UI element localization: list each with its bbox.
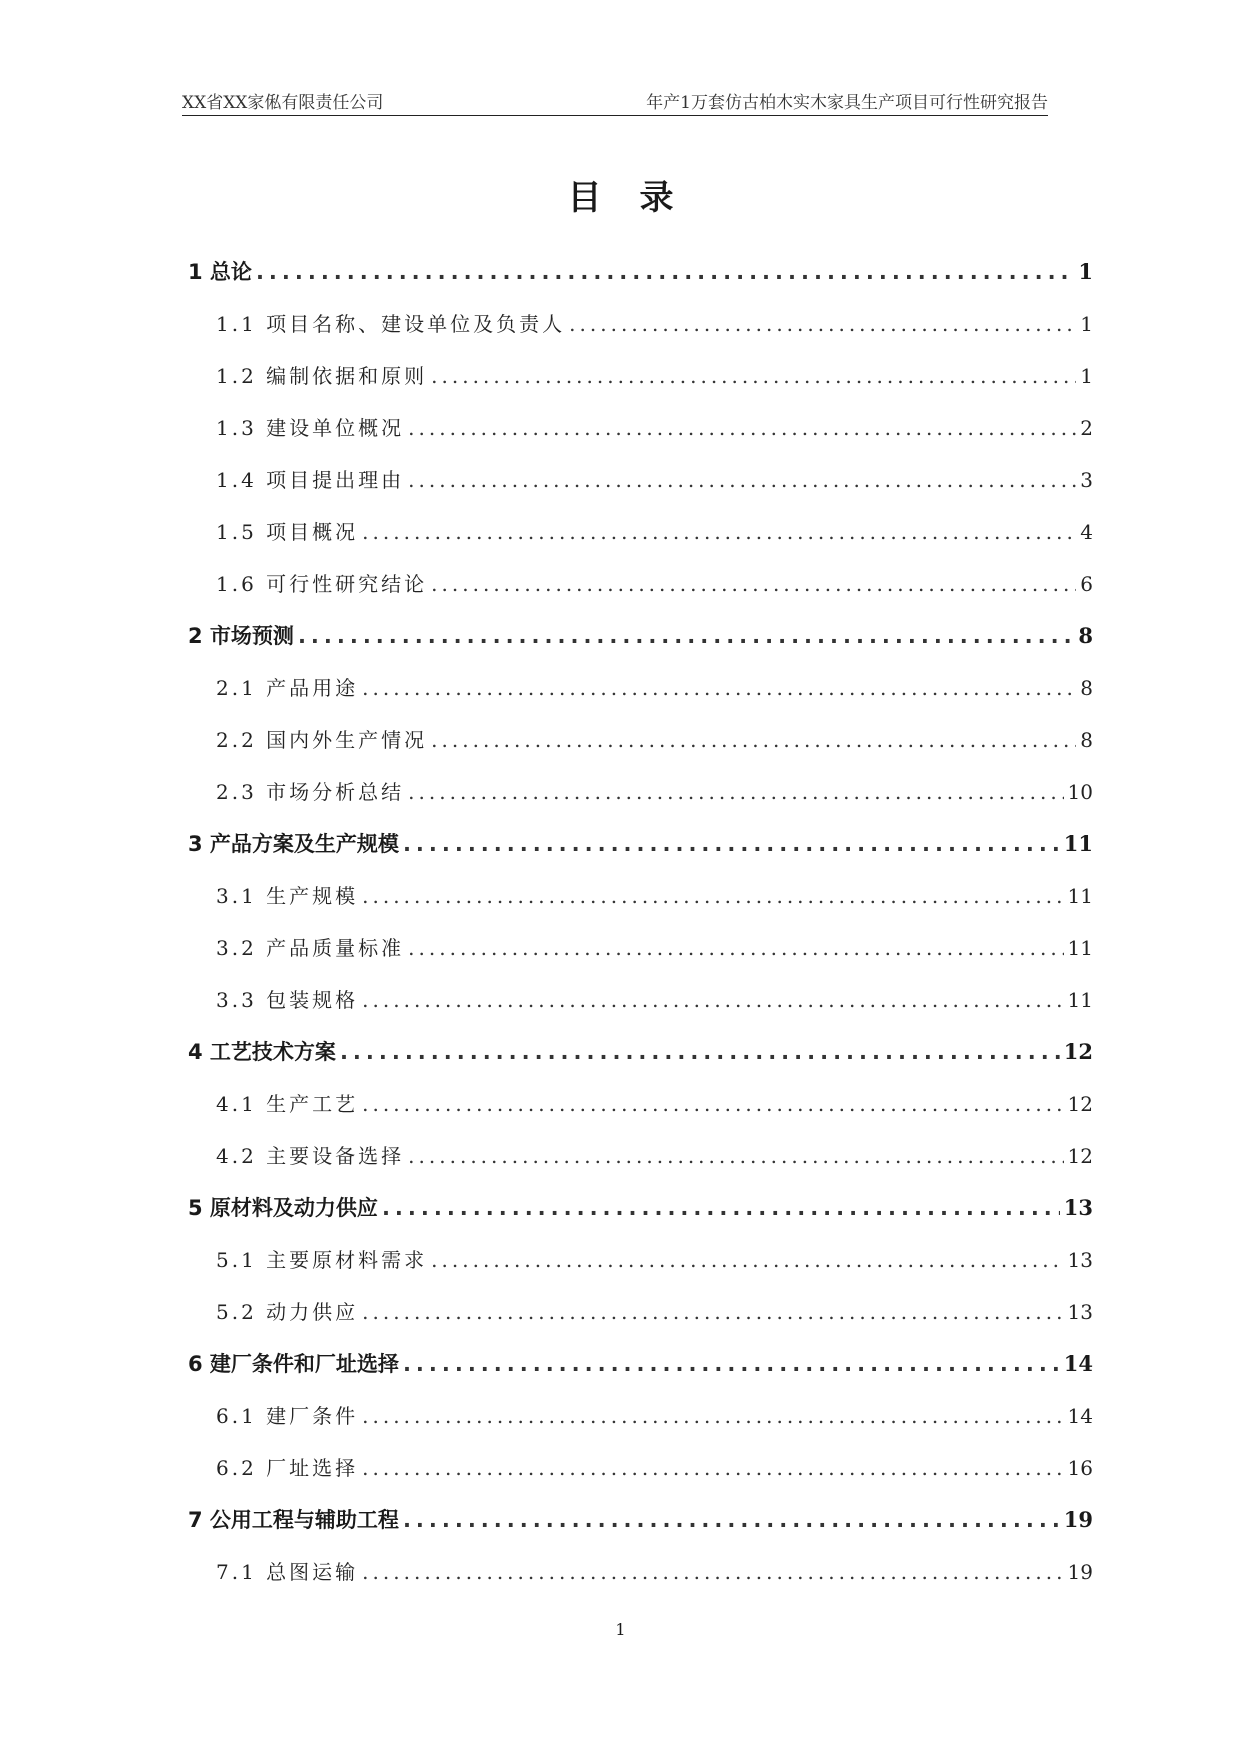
toc-section-entry[interactable] — [188, 922, 1093, 974]
toc-entry-page-number: 14 — [1063, 1351, 1093, 1376]
toc-dot-leader — [431, 350, 1076, 402]
toc-dot-leader — [408, 402, 1076, 454]
toc-entry-label: 1.3 建设单位概况 — [216, 416, 405, 440]
toc-entry-page-number: 13 — [1067, 1300, 1093, 1324]
toc-entry-page-number: 11 — [1067, 988, 1093, 1012]
toc-section-entry[interactable] — [188, 1286, 1093, 1338]
toc-entry-label: 4 工艺技术方案 — [188, 1040, 336, 1064]
toc-entry-page-number: 8 — [1080, 728, 1093, 752]
toc-entry-page-number: 10 — [1067, 780, 1093, 804]
toc-chapter-entry[interactable] — [188, 246, 1093, 298]
toc-section-entry[interactable] — [188, 1130, 1093, 1182]
toc-entry-page-number: 8 — [1080, 676, 1093, 700]
toc-section-entry[interactable] — [188, 350, 1093, 402]
toc-chapter-entry[interactable] — [188, 818, 1093, 870]
toc-chapter-entry[interactable] — [188, 610, 1093, 662]
table-of-contents — [188, 246, 1093, 1598]
toc-entry-label: 6 建厂条件和厂址选择 — [188, 1352, 399, 1376]
toc-dot-leader — [403, 1494, 1060, 1546]
toc-dot-leader — [256, 246, 1074, 298]
toc-dot-leader — [362, 870, 1063, 922]
toc-entry-label: 2.1 产品用途 — [216, 676, 359, 700]
toc-dot-leader — [403, 818, 1060, 870]
toc-dot-leader — [569, 298, 1076, 350]
toc-dot-leader — [362, 1286, 1063, 1338]
toc-entry-page-number: 12 — [1067, 1092, 1093, 1116]
toc-entry-page-number: 13 — [1067, 1248, 1093, 1272]
toc-entry-page-number: 14 — [1067, 1404, 1093, 1428]
toc-entry-page-number: 11 — [1067, 936, 1093, 960]
toc-entry-page-number: 6 — [1080, 572, 1093, 596]
toc-entry-label: 1.5 项目概况 — [216, 520, 359, 544]
toc-section-entry[interactable] — [188, 1442, 1093, 1494]
toc-section-entry[interactable] — [188, 1234, 1093, 1286]
toc-dot-leader — [431, 558, 1076, 610]
toc-entry-label: 3.1 生产规模 — [216, 884, 359, 908]
toc-chapter-entry[interactable] — [188, 1026, 1093, 1078]
toc-entry-page-number: 1 — [1078, 259, 1093, 284]
header-report-title: 年产1万套仿古柏木实木家具生产项目可行性研究报告 — [646, 93, 1048, 113]
toc-entry-label: 2.3 市场分析总结 — [216, 780, 405, 804]
toc-entry-page-number: 11 — [1063, 831, 1093, 856]
toc-dot-leader — [382, 1182, 1060, 1234]
toc-chapter-entry[interactable] — [188, 1182, 1093, 1234]
toc-entry-label: 1.4 项目提出理由 — [216, 468, 405, 492]
toc-dot-leader — [362, 1442, 1063, 1494]
toc-chapter-entry[interactable] — [188, 1338, 1093, 1390]
toc-entry-label: 2 市场预测 — [188, 624, 294, 648]
toc-section-entry[interactable] — [188, 870, 1093, 922]
toc-entry-page-number: 12 — [1067, 1144, 1093, 1168]
toc-dot-leader — [298, 610, 1074, 662]
toc-entry-page-number: 8 — [1078, 623, 1093, 648]
toc-entry-page-number: 11 — [1067, 884, 1093, 908]
toc-entry-label: 3.3 包装规格 — [216, 988, 359, 1012]
toc-dot-leader — [340, 1026, 1060, 1078]
toc-dot-leader — [362, 1546, 1063, 1598]
toc-entry-page-number: 12 — [1063, 1039, 1093, 1064]
toc-entry-page-number: 13 — [1063, 1195, 1093, 1220]
toc-section-entry[interactable] — [188, 662, 1093, 714]
toc-entry-label: 7.1 总图运输 — [216, 1560, 359, 1584]
toc-section-entry[interactable] — [188, 974, 1093, 1026]
toc-chapter-entry[interactable] — [188, 1494, 1093, 1546]
toc-entry-page-number: 4 — [1080, 520, 1093, 544]
toc-dot-leader — [362, 1078, 1063, 1130]
toc-entry-label: 6.1 建厂条件 — [216, 1404, 359, 1428]
toc-entry-page-number: 3 — [1080, 468, 1093, 492]
toc-entry-label: 1.6 可行性研究结论 — [216, 572, 428, 596]
toc-dot-leader — [362, 506, 1076, 558]
toc-dot-leader — [362, 974, 1063, 1026]
toc-section-entry[interactable] — [188, 714, 1093, 766]
toc-section-entry[interactable] — [188, 298, 1093, 350]
toc-dot-leader — [431, 714, 1076, 766]
toc-section-entry[interactable] — [188, 1546, 1093, 1598]
toc-entry-label: 5.2 动力供应 — [216, 1300, 359, 1324]
toc-dot-leader — [403, 1338, 1060, 1390]
toc-entry-label: 3.2 产品质量标准 — [216, 936, 405, 960]
toc-entry-label: 1 总论 — [188, 260, 252, 284]
toc-entry-label: 5 原材料及动力供应 — [188, 1196, 378, 1220]
toc-entry-label: 4.1 生产工艺 — [216, 1092, 359, 1116]
toc-section-entry[interactable] — [188, 454, 1093, 506]
toc-section-entry[interactable] — [188, 558, 1093, 610]
toc-entry-label: 3 产品方案及生产规模 — [188, 832, 399, 856]
toc-entry-page-number: 1 — [1080, 312, 1093, 336]
toc-entry-page-number: 2 — [1080, 416, 1093, 440]
toc-dot-leader — [362, 662, 1076, 714]
toc-entry-page-number: 1 — [1080, 364, 1093, 388]
toc-section-entry[interactable] — [188, 1390, 1093, 1442]
toc-entry-label: 1.2 编制依据和原则 — [216, 364, 428, 388]
toc-dot-leader — [362, 1390, 1063, 1442]
page-header — [182, 84, 1048, 116]
toc-entry-label: 6.2 厂址选择 — [216, 1456, 359, 1480]
toc-section-entry[interactable] — [188, 506, 1093, 558]
toc-dot-leader — [431, 1234, 1063, 1286]
header-company: XX省XX家俬有限责任公司 — [182, 93, 384, 113]
toc-entry-label: 2.2 国内外生产情况 — [216, 728, 428, 752]
toc-entry-label: 5.1 主要原材料需求 — [216, 1248, 428, 1272]
toc-dot-leader — [408, 454, 1076, 506]
toc-dot-leader — [408, 766, 1063, 818]
toc-entry-page-number: 16 — [1067, 1456, 1093, 1480]
toc-entry-page-number: 19 — [1063, 1507, 1093, 1532]
toc-section-entry[interactable] — [188, 402, 1093, 454]
toc-dot-leader — [408, 922, 1063, 974]
toc-dot-leader — [408, 1130, 1063, 1182]
toc-entry-label: 4.2 主要设备选择 — [216, 1144, 405, 1168]
toc-entry-label: 1.1 项目名称、建设单位及负责人 — [216, 312, 566, 336]
toc-entry-label: 7 公用工程与辅助工程 — [188, 1508, 399, 1532]
page-title: 目录 — [567, 178, 712, 218]
toc-entry-page-number: 19 — [1067, 1560, 1093, 1584]
toc-section-entry[interactable] — [188, 1078, 1093, 1130]
toc-section-entry[interactable] — [188, 766, 1093, 818]
page-number: 1 — [615, 1620, 626, 1639]
